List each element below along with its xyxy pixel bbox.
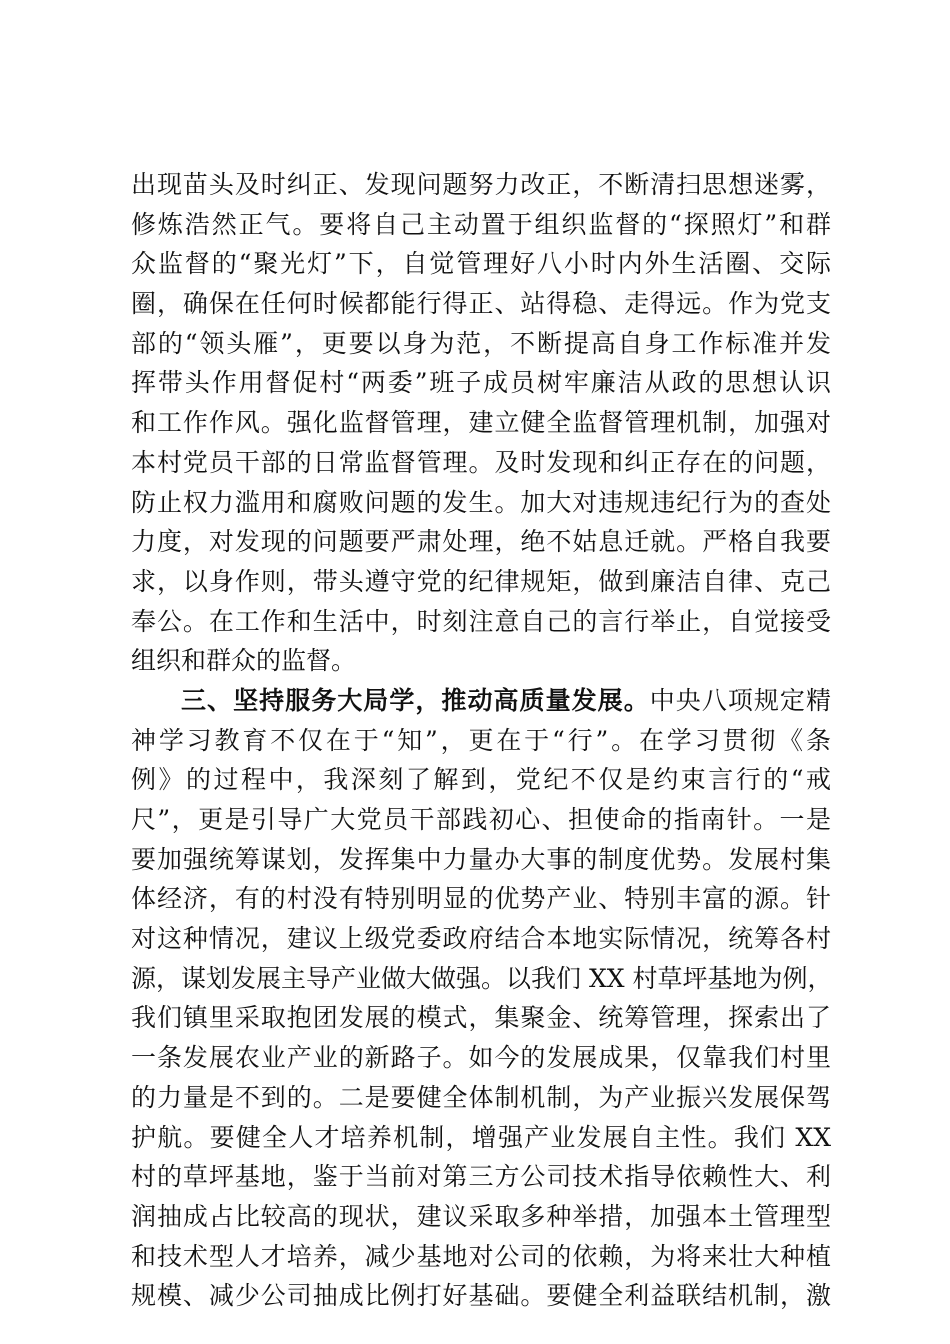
text-line: 修炼浩然正气。要将自己主动置于组织监督的“探照灯”和群	[131, 209, 831, 239]
text-line: 润抽成占比较高的现状，建议采取多种举措，加强本土管理型	[131, 1201, 831, 1231]
text-line: 一条发展农业产业的新路子。如今的发展成果，仅靠我们村里	[131, 1043, 831, 1073]
section-heading: 三、坚持服务大局学，推动高质量发展。	[181, 685, 650, 715]
text-line: 例》的过程中，我深刻了解到，党纪不仅是约束言行的“戒	[131, 765, 831, 795]
paragraph-discipline-supervision	[131, 165, 831, 681]
document-body	[131, 165, 831, 1316]
text-line: 神学习教育不仅在于“知”，更在于“行”。在学习贯彻《条	[131, 725, 831, 755]
text-line: 本村党员干部的日常监督管理。及时发现和纠正存在的问题，	[131, 447, 831, 477]
text-line: 尺”，更是引导广大党员干部践初心、担使命的指南针。一是	[131, 805, 831, 834]
text-line: 和技术型人才培养，减少基地对公司的依赖，为将来壮大种植	[131, 1241, 831, 1271]
text-span: 中央八项规定精	[649, 685, 831, 715]
text-line: 要加强统筹谋划，发挥集中力量办大事的制度优势。发展村集	[131, 844, 831, 874]
text-line: 挥带头作用督促村“两委”班子成员树牢廉洁从政的思想认识	[131, 368, 831, 398]
text-line: 奉公。在工作和生活中，时刻注意自己的言行举止，自觉接受	[131, 606, 831, 636]
text-line: 体经济，有的村没有特别明显的优势产业、特别丰富的源。针	[131, 884, 831, 914]
text-line: 求，以身作则，带头遵守党的纪律规矩，做到廉洁自律、克己	[131, 566, 831, 596]
text-line-with-heading	[131, 681, 831, 721]
text-line: 源，谋划发展主导产业做大做强。以我们 XX 村草坪基地为例，	[131, 963, 833, 993]
text-line: 我们镇里采取抱团发展的模式，集聚金、统筹管理，探索出了	[131, 1003, 831, 1033]
text-line: 防止权力滥用和腐败问题的发生。加大对违规违纪行为的查处	[131, 487, 831, 517]
text-line: 出现苗头及时纠正、发现问题努力改正，不断清扫思想迷雾，	[131, 170, 831, 199]
text-line: 村的草坪基地，鉴于当前对第三方公司技术指导依赖性大、利	[131, 1162, 831, 1192]
text-line: 对这种情况，建议上级党委政府结合本地实际情况，统筹各村	[131, 924, 831, 954]
text-line: 规模、减少公司抽成比例打好基础。要健全利益联结机制，激	[131, 1281, 831, 1311]
text-line: 组织和群众的监督。	[131, 646, 357, 676]
paragraph-serve-overall-situation	[131, 681, 831, 1316]
text-line: 力度，对发现的问题要严肃处理，绝不姑息迁就。严格自我要	[131, 527, 831, 557]
text-line: 护航。要健全人才培养机制，增强产业发展自主性。我们 XX	[131, 1122, 831, 1152]
text-line: 的力量是不到的。二是要健全体制机制，为产业振兴发展保驾	[131, 1082, 831, 1112]
text-line: 众监督的“聚光灯”下，自觉管理好八小时内外生活圈、交际	[131, 249, 831, 279]
text-line: 圈，确保在任何时候都能行得正、站得稳、走得远。作为党支	[131, 289, 831, 319]
text-line: 部的“领头雁”，更要以身为范，不断提高自身工作标准并发	[131, 328, 831, 358]
text-line: 和工作作风。强化监督管理，建立健全监督管理机制，加强对	[131, 408, 831, 438]
